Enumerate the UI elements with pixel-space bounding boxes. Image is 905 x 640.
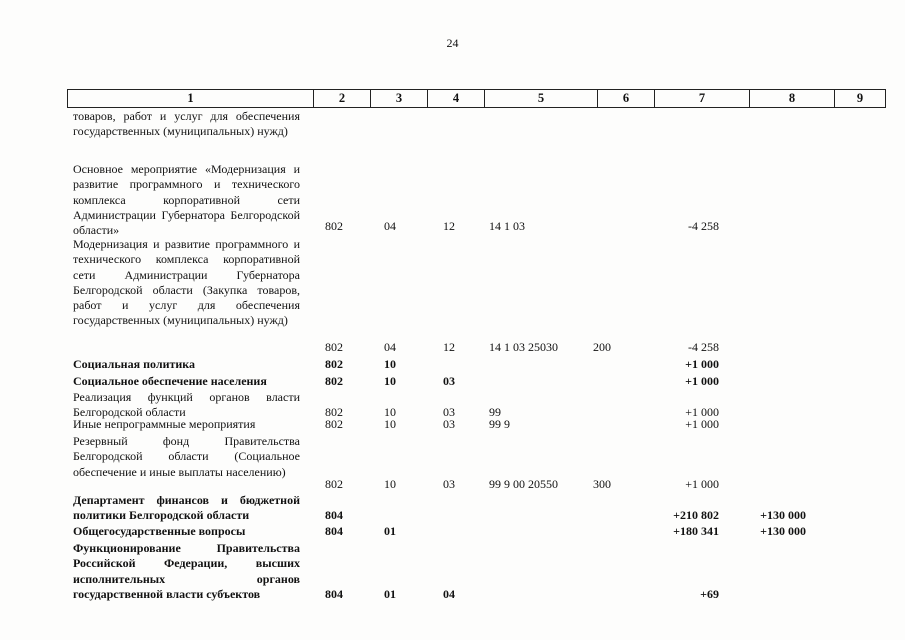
cell-c2: 802 bbox=[325, 340, 343, 354]
cell-c4: 03 bbox=[443, 477, 455, 491]
cell-c3: 10 bbox=[384, 405, 396, 419]
column-header-row bbox=[68, 90, 886, 108]
cell-c6: 200 bbox=[593, 340, 611, 354]
table-row bbox=[0, 541, 905, 602]
cell-c4: 03 bbox=[443, 417, 455, 431]
cell-c3: 10 bbox=[384, 357, 396, 371]
cell-c2: 802 bbox=[325, 219, 343, 233]
cell-c5: 99 bbox=[489, 405, 501, 419]
cell-c5: 99 9 00 20550 bbox=[489, 477, 558, 491]
cell-c3: 04 bbox=[384, 340, 396, 354]
cell-c7: +1 000 bbox=[685, 477, 719, 491]
cell-c7: +1 000 bbox=[685, 417, 719, 431]
cell-c2: 802 bbox=[325, 357, 343, 371]
cell-c7: -4 258 bbox=[688, 219, 719, 233]
row-description: Социальная политика bbox=[73, 357, 196, 371]
cell-c5: 99 9 bbox=[489, 417, 510, 431]
column-header-table bbox=[67, 89, 886, 108]
cell-c4: 12 bbox=[443, 340, 455, 354]
row-description: Основное мероприятие «Модернизация и развитие программного и технического комплекса корпоративной сети Администрации Губернатора Белгородской области» bbox=[73, 162, 300, 238]
row-description: Социальное обеспечение населения bbox=[73, 374, 267, 388]
column-header-3: 3 bbox=[371, 90, 428, 108]
cell-c3: 10 bbox=[384, 477, 396, 491]
table-row bbox=[0, 390, 905, 420]
cell-c3: 04 bbox=[384, 219, 396, 233]
table-row bbox=[0, 374, 905, 389]
table-row bbox=[0, 109, 905, 155]
row-description: Резервный фонд Правительства Белгородской области (Социальное обеспечение и иные выплаты населению) bbox=[73, 434, 300, 479]
cell-c6: 300 bbox=[593, 477, 611, 491]
cell-c2: 804 bbox=[325, 524, 343, 538]
cell-c8: +130 000 bbox=[760, 508, 806, 522]
row-description: Реализация функций органов власти Белгородской области bbox=[73, 390, 300, 420]
cell-c2: 804 bbox=[325, 587, 343, 601]
row-description: Функционирование Правительства Российской Федерации, высших исполнительных органов государственной власти субъектов bbox=[73, 541, 300, 601]
cell-c4: 03 bbox=[443, 374, 455, 388]
cell-c3: 01 bbox=[384, 587, 396, 601]
row-description: Иные непрограммные мероприятия bbox=[73, 417, 256, 431]
cell-c7: +180 341 bbox=[673, 524, 719, 538]
column-header-8: 8 bbox=[750, 90, 835, 108]
table-row bbox=[0, 524, 905, 539]
cell-c7: -4 258 bbox=[688, 340, 719, 354]
row-description: товаров, работ и услуг для обеспечения государственных (муниципальных) нужд) bbox=[73, 109, 300, 139]
table-row bbox=[0, 237, 905, 355]
cell-c5: 14 1 03 bbox=[489, 219, 525, 233]
cell-c3: 10 bbox=[384, 417, 396, 431]
column-header-7: 7 bbox=[655, 90, 750, 108]
table-row bbox=[0, 434, 905, 492]
cell-c7: +1 000 bbox=[685, 357, 719, 371]
column-header-6: 6 bbox=[598, 90, 655, 108]
table-row bbox=[0, 162, 905, 238]
column-header-5: 5 bbox=[485, 90, 598, 108]
cell-c2: 802 bbox=[325, 405, 343, 419]
row-description: Общегосударственные вопросы bbox=[73, 524, 246, 538]
cell-c3: 01 bbox=[384, 524, 396, 538]
cell-c4: 04 bbox=[443, 587, 455, 601]
column-header-9: 9 bbox=[835, 90, 886, 108]
cell-c7: +210 802 bbox=[673, 508, 719, 522]
cell-c2: 802 bbox=[325, 417, 343, 431]
cell-c7: +1 000 bbox=[685, 374, 719, 388]
page-number: 24 bbox=[446, 36, 459, 50]
cell-c2: 802 bbox=[325, 477, 343, 491]
column-header-2: 2 bbox=[314, 90, 371, 108]
cell-c2: 802 bbox=[325, 374, 343, 388]
table-row bbox=[0, 357, 905, 372]
cell-c2: 804 bbox=[325, 508, 343, 522]
cell-c4: 03 bbox=[443, 405, 455, 419]
cell-c8: +130 000 bbox=[760, 524, 806, 538]
cell-c4: 12 bbox=[443, 219, 455, 233]
row-description: Модернизация и развитие программного и технического комплекса корпоративной сети Администрации Губернатора Белгородской области (Закупка товаров, работ и услуг для обеспечения государственных (муниципальных) нужд) bbox=[73, 237, 300, 328]
row-description: Департамент финансов и бюджетной политики Белгородской области bbox=[73, 493, 300, 523]
column-header-4: 4 bbox=[428, 90, 485, 108]
column-header-1: 1 bbox=[68, 90, 314, 108]
table-row bbox=[0, 493, 905, 523]
cell-c5: 14 1 03 25030 bbox=[489, 340, 558, 354]
cell-c3: 10 bbox=[384, 374, 396, 388]
cell-c7: +69 bbox=[700, 587, 719, 601]
cell-c7: +1 000 bbox=[685, 405, 719, 419]
table-row bbox=[0, 417, 905, 432]
